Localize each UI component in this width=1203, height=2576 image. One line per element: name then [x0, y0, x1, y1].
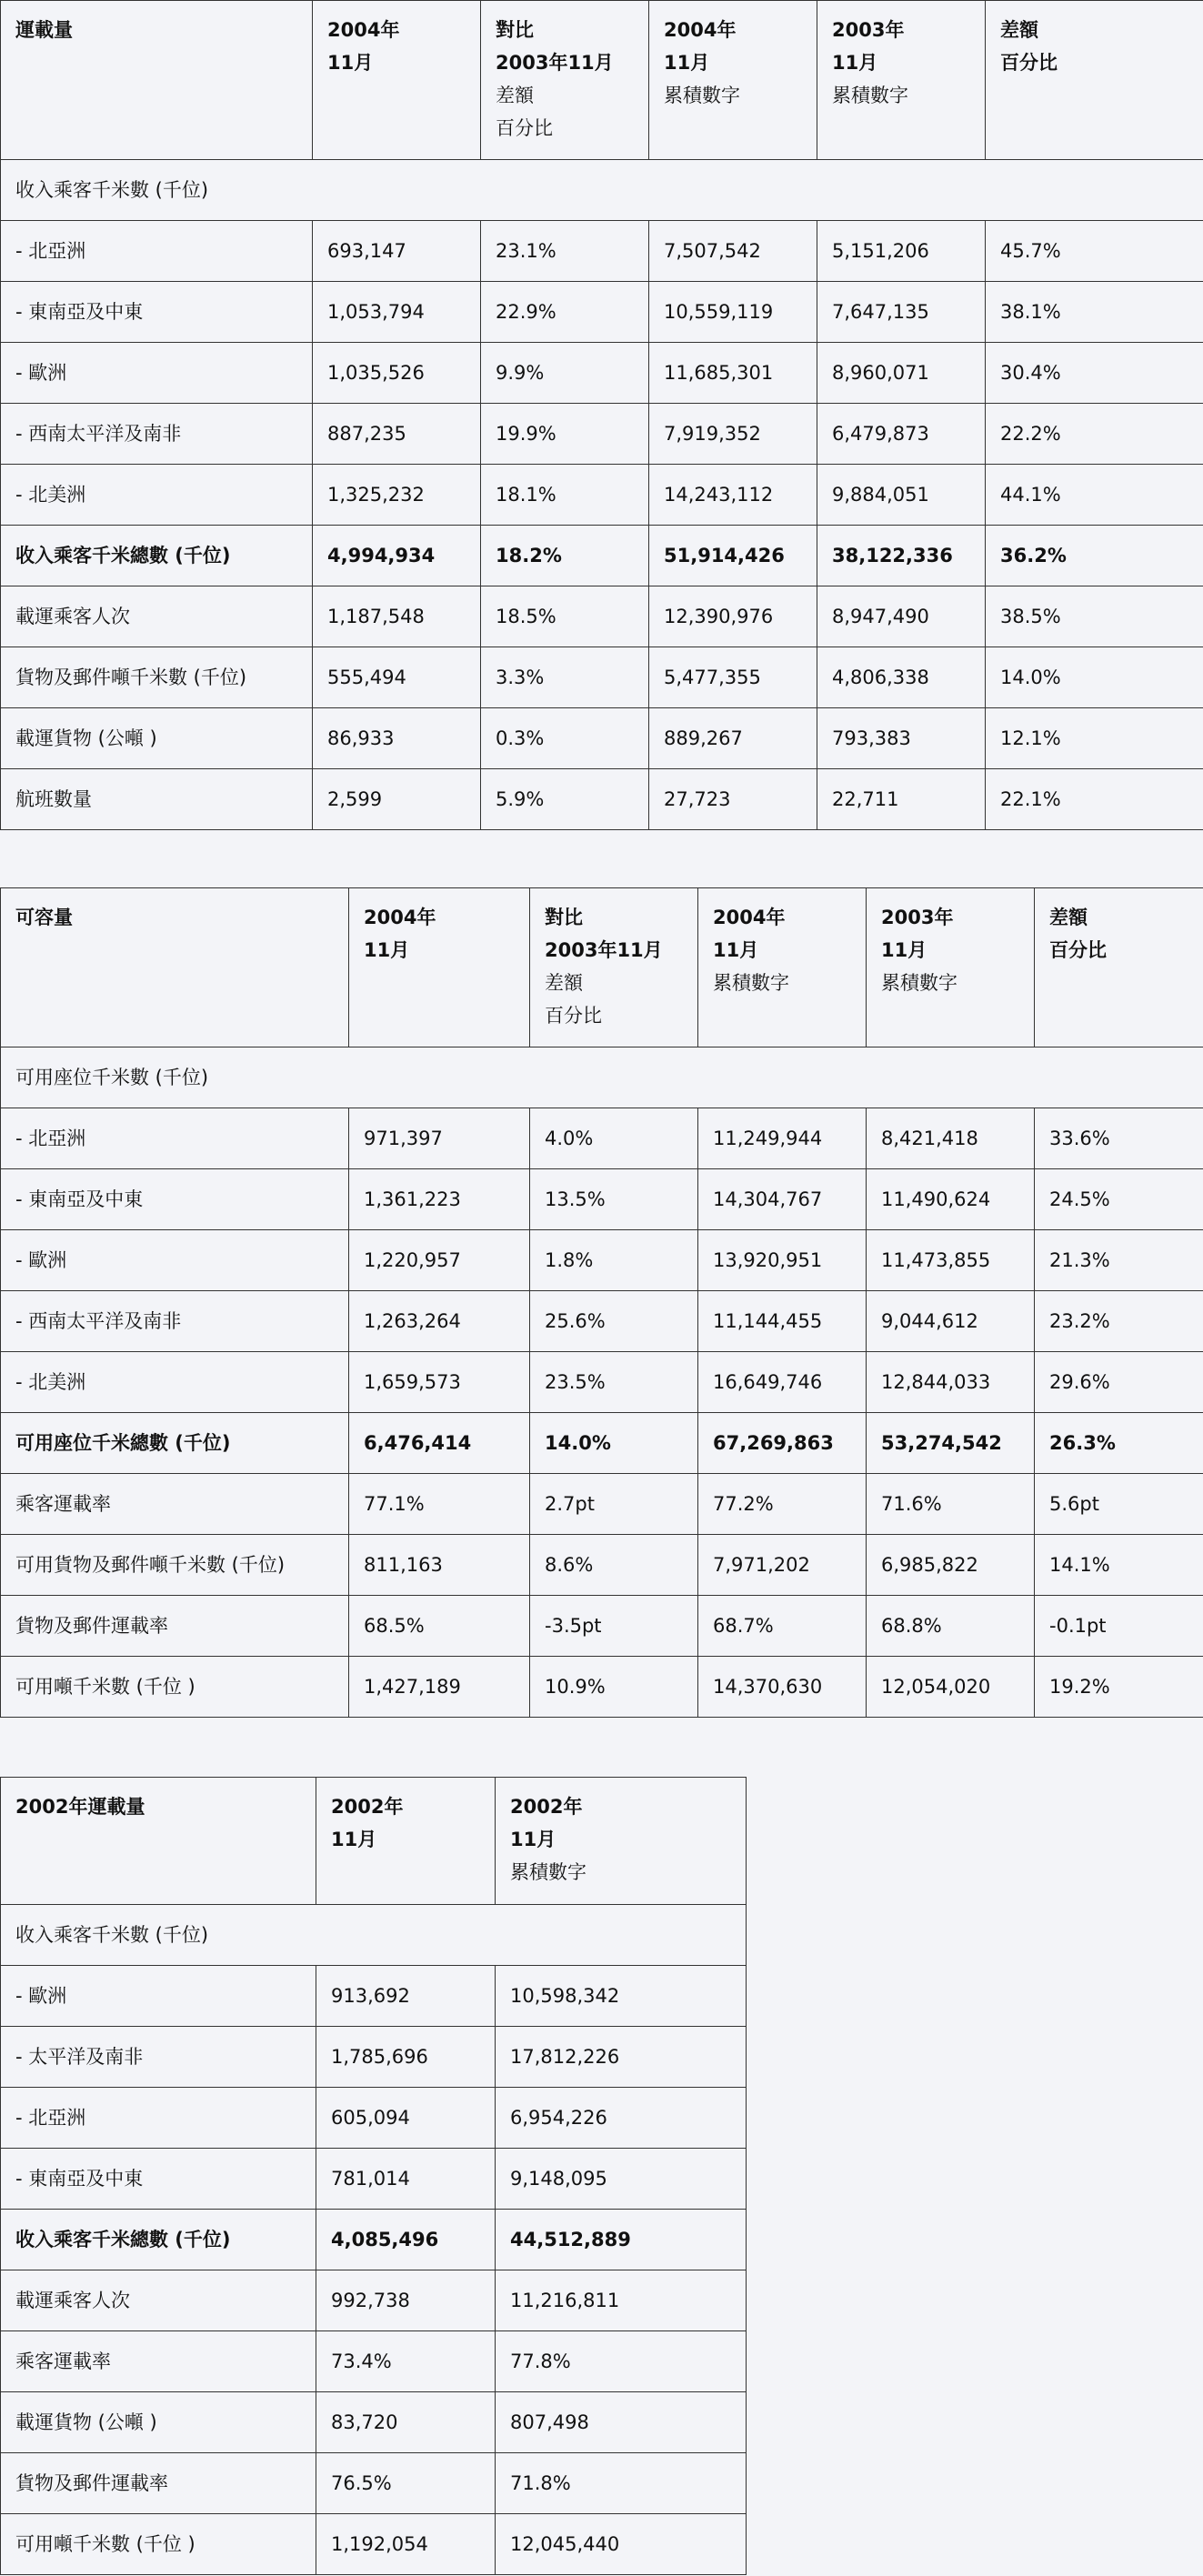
table-cell: 6,954,226: [496, 2088, 747, 2149]
table-cell: 77.1%: [349, 1474, 530, 1535]
table-cell: 18.1%: [481, 465, 649, 526]
column-header-line: 11月: [331, 1829, 377, 1850]
row-label: 載運乘客人次: [1, 2270, 316, 2331]
column-header-line: 11月: [832, 52, 878, 74]
table-cell: 1,361,223: [349, 1169, 530, 1230]
table-cell: 14.0%: [530, 1413, 698, 1474]
table-row: [1, 1966, 747, 2027]
section-row: [1, 1047, 1203, 1108]
table-cell: 971,397: [349, 1108, 530, 1169]
table-cell: 19.9%: [481, 404, 649, 465]
table-cell: 913,692: [316, 1966, 496, 2027]
table-cell: 1,035,526: [313, 343, 481, 404]
table-row: [1, 2270, 747, 2331]
column-header-line: 運載量: [15, 19, 73, 41]
row-label: 貨物及郵件運載率: [1, 1596, 349, 1657]
table-cell: 76.5%: [316, 2453, 496, 2514]
table-cell: 0.3%: [481, 708, 649, 769]
table-cell: 22.2%: [986, 404, 1203, 465]
table-cell: 26.3%: [1035, 1413, 1203, 1474]
table-cell: 1,220,957: [349, 1230, 530, 1291]
table-cell: 12,045,440: [496, 2514, 747, 2575]
section-row: [1, 160, 1203, 221]
table-cell: -0.1pt: [1035, 1596, 1203, 1657]
table-cell: 5.9%: [481, 769, 649, 830]
table-cell: 1,187,548: [313, 586, 481, 647]
row-label: 可用噸千米數 (千位 ): [1, 1657, 349, 1718]
table-cell: 11,685,301: [649, 343, 817, 404]
table-cell: 555,494: [313, 647, 481, 708]
row-label: 乘客運載率: [1, 2331, 316, 2392]
table-cell: 73.4%: [316, 2331, 496, 2392]
table-row: [1, 1169, 1203, 1230]
table-cell: 14.0%: [986, 647, 1203, 708]
table-cell: 38.1%: [986, 282, 1203, 343]
total-row: [1, 526, 1203, 586]
column-header-line: 2003年11月: [496, 52, 614, 74]
table-cell: 21.3%: [1035, 1230, 1203, 1291]
table-cell: 44,512,889: [496, 2210, 747, 2270]
table-cell: 8.6%: [530, 1535, 698, 1596]
table-cell: 1,785,696: [316, 2027, 496, 2088]
table-row: [1, 2514, 747, 2575]
table-cell: 8,421,418: [867, 1108, 1035, 1169]
column-header-line: 11月: [664, 52, 710, 74]
column-header-line: 百分比: [1049, 939, 1107, 961]
row-label: - 東南亞及中東: [1, 2149, 316, 2210]
table-cell: 1,263,264: [349, 1291, 530, 1352]
table-cell: 51,914,426: [649, 526, 817, 586]
table-cell: 4,085,496: [316, 2210, 496, 2270]
table-row: [1, 2149, 747, 2210]
table-cell: 7,647,135: [817, 282, 986, 343]
table-cell: 7,507,542: [649, 221, 817, 282]
table-cell: 605,094: [316, 2088, 496, 2149]
table-row: [1, 404, 1203, 465]
column-header-line: 百分比: [545, 1005, 602, 1027]
column-header-line: 2004年: [664, 19, 737, 41]
row-label: 載運貨物 (公噸 ): [1, 708, 313, 769]
column-header-line: 11月: [881, 939, 927, 961]
column-header-line: 2003年: [832, 19, 905, 41]
column-header-line: 累積數字: [510, 1861, 586, 1883]
table-cell: 17,812,226: [496, 2027, 747, 2088]
section-label: 收入乘客千米數 (千位): [1, 160, 1203, 221]
table-cell: 23.5%: [530, 1352, 698, 1413]
column-header-line: 11月: [713, 939, 759, 961]
table-cell: 1.8%: [530, 1230, 698, 1291]
table-cell: 9,884,051: [817, 465, 986, 526]
table-row: [1, 2392, 747, 2453]
table-cell: 36.2%: [986, 526, 1203, 586]
table-cell: 18.2%: [481, 526, 649, 586]
column-header-line: 累積數字: [713, 972, 789, 994]
table-row: [1, 2027, 747, 2088]
row-label: - 歐洲: [1, 343, 313, 404]
column-header-line: 對比: [496, 19, 534, 41]
header-row: [1, 1778, 747, 1905]
column-header-line: 2002年: [510, 1796, 583, 1818]
table-cell: 807,498: [496, 2392, 747, 2453]
traffic-2002-table: [0, 1777, 747, 2575]
row-label: - 北亞洲: [1, 2088, 316, 2149]
column-header-line: 11月: [327, 52, 374, 74]
table-row: [1, 1291, 1203, 1352]
table-cell: 1,325,232: [313, 465, 481, 526]
table-cell: 14,243,112: [649, 465, 817, 526]
row-label: 收入乘客千米總數 (千位): [1, 526, 313, 586]
table-row: [1, 769, 1203, 830]
column-header: [817, 1, 986, 160]
table-cell: 44.1%: [986, 465, 1203, 526]
table-cell: 68.8%: [867, 1596, 1035, 1657]
column-header-line: 2004年: [364, 907, 436, 928]
table-cell: 18.5%: [481, 586, 649, 647]
table-cell: 9,148,095: [496, 2149, 747, 2210]
row-label: - 東南亞及中東: [1, 282, 313, 343]
column-header: [867, 888, 1035, 1047]
header-row: [1, 1, 1203, 160]
table-cell: 8,960,071: [817, 343, 986, 404]
table-cell: 12,054,020: [867, 1657, 1035, 1718]
table-cell: 6,479,873: [817, 404, 986, 465]
table-cell: 992,738: [316, 2270, 496, 2331]
column-header-line: 11月: [364, 939, 410, 961]
table-cell: 68.5%: [349, 1596, 530, 1657]
table-cell: 27,723: [649, 769, 817, 830]
table-cell: 9.9%: [481, 343, 649, 404]
column-header-line: 2003年11月: [545, 939, 663, 961]
table-cell: 1,659,573: [349, 1352, 530, 1413]
table-cell: -3.5pt: [530, 1596, 698, 1657]
table-cell: 5,151,206: [817, 221, 986, 282]
table-cell: 2.7pt: [530, 1474, 698, 1535]
row-label: 貨物及郵件噸千米數 (千位): [1, 647, 313, 708]
table-cell: 33.6%: [1035, 1108, 1203, 1169]
table-cell: 889,267: [649, 708, 817, 769]
table-cell: 10,559,119: [649, 282, 817, 343]
row-label: 可用貨物及郵件噸千米數 (千位): [1, 1535, 349, 1596]
table-row: [1, 2331, 747, 2392]
table-cell: 4,994,934: [313, 526, 481, 586]
table-row: [1, 708, 1203, 769]
table-cell: 13.5%: [530, 1169, 698, 1230]
table-cell: 67,269,863: [698, 1413, 867, 1474]
table-cell: 7,971,202: [698, 1535, 867, 1596]
total-row: [1, 1413, 1203, 1474]
column-header-line: 百分比: [1000, 52, 1058, 74]
table-cell: 6,985,822: [867, 1535, 1035, 1596]
table-cell: 11,473,855: [867, 1230, 1035, 1291]
row-label: - 北亞洲: [1, 1108, 349, 1169]
total-row: [1, 2210, 747, 2270]
table-cell: 811,163: [349, 1535, 530, 1596]
table-cell: 19.2%: [1035, 1657, 1203, 1718]
table-cell: 887,235: [313, 404, 481, 465]
table-cell: 4.0%: [530, 1108, 698, 1169]
table-cell: 24.5%: [1035, 1169, 1203, 1230]
table-cell: 4,806,338: [817, 647, 986, 708]
column-header-line: 百分比: [496, 117, 553, 139]
column-header: [649, 1, 817, 160]
section-row: [1, 1905, 747, 1966]
table-cell: 10.9%: [530, 1657, 698, 1718]
table-row: [1, 1352, 1203, 1413]
header-row: [1, 888, 1203, 1047]
column-header-line: 差額: [545, 972, 583, 994]
section-label: 收入乘客千米數 (千位): [1, 1905, 747, 1966]
column-header: [1, 1, 313, 160]
column-header-line: 差額: [1049, 907, 1088, 928]
column-header-line: 2004年: [713, 907, 786, 928]
table-row: [1, 1230, 1203, 1291]
table-cell: 1,053,794: [313, 282, 481, 343]
column-header: [349, 888, 530, 1047]
table-cell: 9,044,612: [867, 1291, 1035, 1352]
column-header: [986, 1, 1203, 160]
table-row: [1, 221, 1203, 282]
column-header: [316, 1778, 496, 1905]
table-cell: 12.1%: [986, 708, 1203, 769]
table-cell: 11,144,455: [698, 1291, 867, 1352]
column-header: [1035, 888, 1203, 1047]
table-cell: 53,274,542: [867, 1413, 1035, 1474]
table-row: [1, 465, 1203, 526]
column-header: [496, 1778, 747, 1905]
table-cell: 1,427,189: [349, 1657, 530, 1718]
row-label: 乘客運載率: [1, 1474, 349, 1535]
row-label: - 北美洲: [1, 1352, 349, 1413]
column-header-line: 差額: [1000, 19, 1038, 41]
table-cell: 30.4%: [986, 343, 1203, 404]
row-label: 貨物及郵件運載率: [1, 2453, 316, 2514]
table-row: [1, 586, 1203, 647]
table-cell: 6,476,414: [349, 1413, 530, 1474]
column-header: [313, 1, 481, 160]
table-cell: 693,147: [313, 221, 481, 282]
table-cell: 14,304,767: [698, 1169, 867, 1230]
table-cell: 12,844,033: [867, 1352, 1035, 1413]
row-label: - 西南太平洋及南非: [1, 404, 313, 465]
column-header: [1, 1778, 316, 1905]
table-cell: 22.1%: [986, 769, 1203, 830]
table-row: [1, 1108, 1203, 1169]
table-row: [1, 2453, 747, 2514]
row-label: - 北美洲: [1, 465, 313, 526]
table-row: [1, 282, 1203, 343]
column-header: [1, 888, 349, 1047]
table-cell: 8,947,490: [817, 586, 986, 647]
table-cell: 68.7%: [698, 1596, 867, 1657]
column-header-line: 2002年: [331, 1796, 404, 1818]
section-label: 可用座位千米數 (千位): [1, 1047, 1203, 1108]
column-header: [481, 1, 649, 160]
traffic-table: [0, 0, 1203, 830]
table-cell: 22.9%: [481, 282, 649, 343]
row-label: - 太平洋及南非: [1, 2027, 316, 2088]
row-label: - 北亞洲: [1, 221, 313, 282]
column-header-line: 累積數字: [664, 85, 740, 106]
row-label: 載運貨物 (公噸 ): [1, 2392, 316, 2453]
table-cell: 11,249,944: [698, 1108, 867, 1169]
table-row: [1, 1474, 1203, 1535]
row-label: 航班數量: [1, 769, 313, 830]
table-cell: 13,920,951: [698, 1230, 867, 1291]
row-label: - 東南亞及中東: [1, 1169, 349, 1230]
table-row: [1, 1657, 1203, 1718]
table-row: [1, 2088, 747, 2149]
column-header-line: 2004年: [327, 19, 400, 41]
column-header-line: 累積數字: [881, 972, 957, 994]
column-header-line: 差額: [496, 85, 534, 106]
column-header-line: 可容量: [15, 907, 73, 928]
row-label: - 歐洲: [1, 1230, 349, 1291]
table-cell: 29.6%: [1035, 1352, 1203, 1413]
table-cell: 781,014: [316, 2149, 496, 2210]
table-cell: 45.7%: [986, 221, 1203, 282]
table-cell: 86,933: [313, 708, 481, 769]
table-row: [1, 1535, 1203, 1596]
table-cell: 77.2%: [698, 1474, 867, 1535]
table-cell: 22,711: [817, 769, 986, 830]
table-cell: 11,490,624: [867, 1169, 1035, 1230]
table-cell: 10,598,342: [496, 1966, 747, 2027]
column-header-line: 2002年運載量: [15, 1796, 145, 1818]
column-header-line: 對比: [545, 907, 583, 928]
column-header: [698, 888, 867, 1047]
table-cell: 11,216,811: [496, 2270, 747, 2331]
column-header: [530, 888, 698, 1047]
table-cell: 71.6%: [867, 1474, 1035, 1535]
row-label: 收入乘客千米總數 (千位): [1, 2210, 316, 2270]
table-cell: 38.5%: [986, 586, 1203, 647]
row-label: - 歐洲: [1, 1966, 316, 2027]
row-label: 載運乘客人次: [1, 586, 313, 647]
table-cell: 793,383: [817, 708, 986, 769]
table-cell: 71.8%: [496, 2453, 747, 2514]
table-cell: 25.6%: [530, 1291, 698, 1352]
table-cell: 16,649,746: [698, 1352, 867, 1413]
table-row: [1, 647, 1203, 708]
table-row: [1, 1596, 1203, 1657]
table-cell: 7,919,352: [649, 404, 817, 465]
table-cell: 5,477,355: [649, 647, 817, 708]
table-cell: 2,599: [313, 769, 481, 830]
table-cell: 14,370,630: [698, 1657, 867, 1718]
column-header-line: 累積數字: [832, 85, 908, 106]
column-header-line: 11月: [510, 1829, 556, 1850]
capacity-table: [0, 887, 1203, 1718]
table-cell: 23.1%: [481, 221, 649, 282]
table-cell: 5.6pt: [1035, 1474, 1203, 1535]
table-row: [1, 343, 1203, 404]
table-cell: 23.2%: [1035, 1291, 1203, 1352]
column-header-line: 2003年: [881, 907, 954, 928]
table-cell: 1,192,054: [316, 2514, 496, 2575]
row-label: 可用座位千米總數 (千位): [1, 1413, 349, 1474]
table-cell: 38,122,336: [817, 526, 986, 586]
row-label: - 西南太平洋及南非: [1, 1291, 349, 1352]
table-cell: 77.8%: [496, 2331, 747, 2392]
table-cell: 83,720: [316, 2392, 496, 2453]
table-cell: 14.1%: [1035, 1535, 1203, 1596]
row-label: 可用噸千米數 (千位 ): [1, 2514, 316, 2575]
table-cell: 3.3%: [481, 647, 649, 708]
table-cell: 12,390,976: [649, 586, 817, 647]
